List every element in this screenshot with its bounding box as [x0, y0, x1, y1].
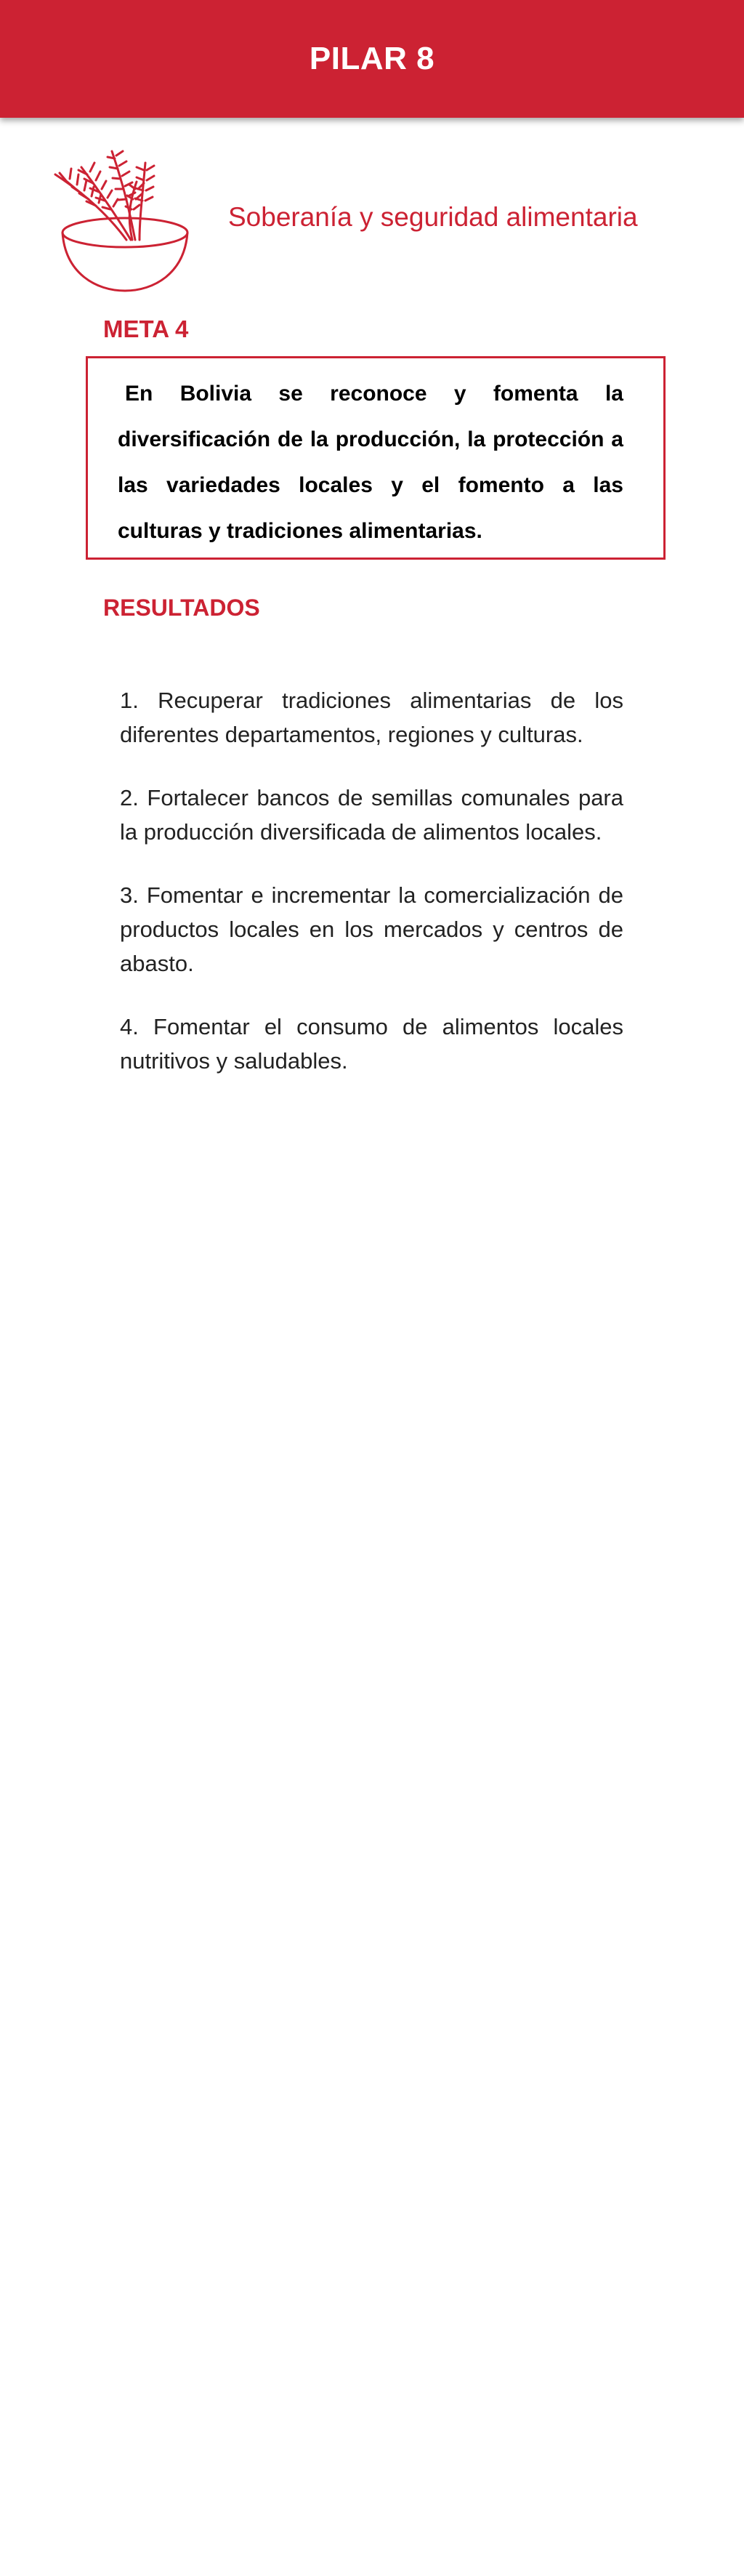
result-item: 2. Fortalecer bancos de semillas comunales para la producción diversificada de alimentos locales. — [120, 785, 623, 845]
header-bar — [0, 0, 744, 118]
results-list — [120, 683, 623, 1107]
page-title: PILAR 8 — [309, 41, 435, 76]
result-item: 4. Fomentar el consumo de alimentos locales nutritivos y saludables. — [120, 1014, 623, 1074]
pillar-subtitle: Soberanía y seguridad alimentaria — [228, 202, 638, 232]
result-item: 3. Fomentar e incrementar la comercialización de productos locales en los mercados y centros de abasto. — [120, 882, 623, 976]
wheat-bowl-icon — [45, 145, 199, 299]
result-item: 1. Recuperar tradiciones alimentarias de los diferentes departamentos, regiones y culturas. — [120, 688, 623, 747]
results-label: RESULTADOS — [103, 595, 260, 621]
goal-label: META 4 — [103, 315, 189, 342]
goal-text: En Bolivia se reconoce y fomenta la diversificación de la producción, la protección a las variedades locales y el fomento a las culturas y tradiciones alimentarias. — [118, 382, 623, 543]
